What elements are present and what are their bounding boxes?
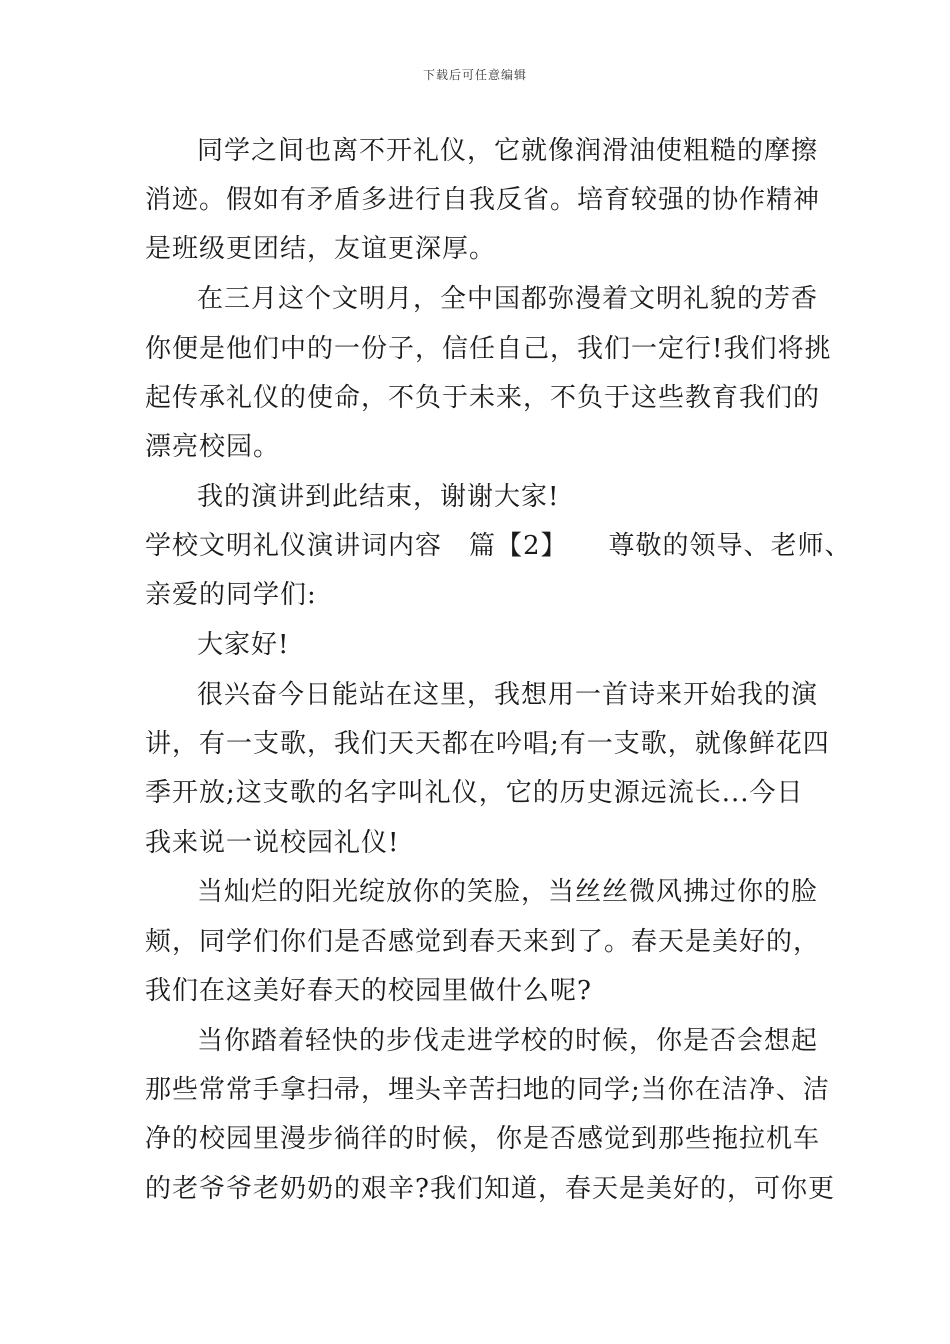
text-line: 当你踏着轻快的步伐走进学校的时候，你是否会想起 [197,1026,819,1056]
section-heading-line: 学校文明礼仪演讲词内容 篇【2】 尊敬的领导、老师、 [145,531,852,561]
text-line: 是班级更团结，友谊更深厚。 [145,234,497,264]
text-line: 的老爷爷老奶奶的艰辛?我们知道，春天是美好的，可你更 [145,1174,835,1204]
text-line: 起传承礼仪的使命，不负于未来，不负于这些教育我们的 [145,383,821,413]
text-line: 在三月这个文明月，全中国都弥漫着文明礼貌的芳香 [197,284,819,314]
text-line: 很兴奋今日能站在这里，我想用一首诗来开始我的演 [197,680,819,710]
text-line: 那些常常手拿扫帚，埋头辛苦扫地的同学;当你在洁净、洁 [145,1075,830,1105]
text-line: 亲爱的同学们: [145,580,317,610]
text-line: 我们在这美好春天的校园里做什么呢? [145,976,592,1006]
text-line: 颊，同学们你们是否感觉到春天来到了。春天是美好的， [145,927,821,957]
text-line: 我来说一说校园礼仪! [145,828,400,858]
text-line: 同学之间也离不开礼仪，它就像润滑油使粗糙的摩擦 [197,136,819,166]
text-line: 你便是他们中的一份子，信任自己，我们一定行!我们将挑 [145,334,832,364]
page-header: 下载后可任意编辑 [422,68,527,82]
text-line: 消迹。假如有矛盾多进行自我反省。培育较强的协作精神 [145,185,821,215]
text-line: 大家好! [197,630,290,660]
text-line: 漂亮校园。 [145,432,281,462]
text-line: 净的校园里漫步徜徉的时候，你是否感觉到那些拖拉机车 [145,1124,821,1154]
text-line: 季开放;这支歌的名字叫礼仪，它的历史源远流长...今日 [145,778,804,808]
text-line: 我的演讲到此结束，谢谢大家! [197,482,560,512]
text-line: 当灿烂的阳光绽放你的笑脸，当丝丝微风拂过你的脸 [197,877,819,907]
text-line: 讲，有一支歌，我们天天都在吟唱;有一支歌，就像鲜花四 [145,729,830,759]
